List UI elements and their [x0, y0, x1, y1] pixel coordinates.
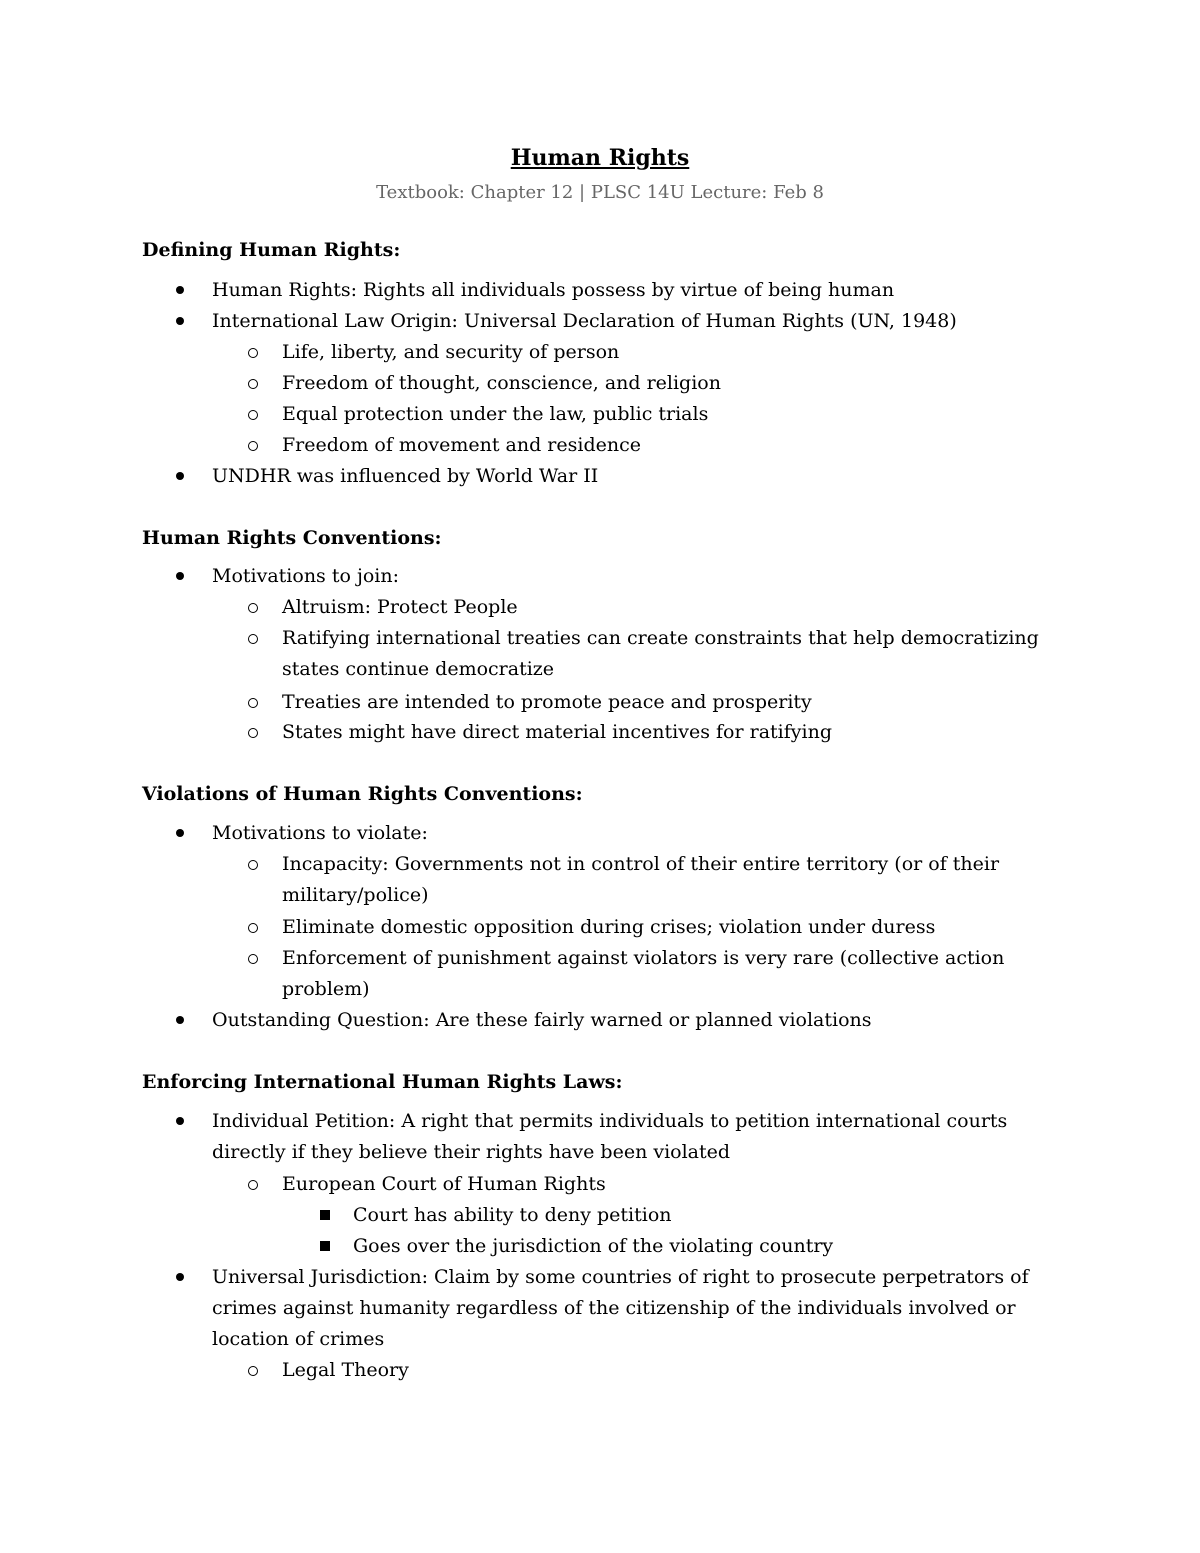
circle-bullet-icon [248, 688, 258, 716]
list-item: International Law Origin: Universal Declaration of Human Rights (UN, 1948) [212, 310, 957, 332]
list-item-continuation: crimes against humanity regardless of the citizenship of the individuals involved or [212, 1297, 1016, 1319]
list-item: Equal protection under the law, public trials [282, 403, 709, 425]
list-item-continuation: directly if they believe their rights have been violated [212, 1141, 731, 1163]
square-bullet-icon [320, 1201, 330, 1229]
list-item: Legal Theory [282, 1359, 409, 1381]
circle-bullet-icon [248, 1356, 258, 1384]
list-item: Treaties are intended to promote peace and prosperity [282, 691, 812, 713]
disc-bullet-icon [176, 276, 184, 304]
document-subtitle: Textbook: Chapter 12 | PLSC 14U Lecture: Feb 8 [376, 182, 824, 203]
list-item: Life, liberty, and security of person [282, 341, 620, 363]
list-item: Eliminate domestic opposition during crises; violation under duress [282, 916, 936, 938]
list-item: Incapacity: Governments not in control of their entire territory (or of their [282, 853, 1000, 875]
list-item-continuation: location of crimes [212, 1328, 385, 1350]
section-heading: Human Rights Conventions: [142, 527, 442, 549]
circle-bullet-icon [248, 944, 258, 972]
list-item: Enforcement of punishment against violators is very rare (collective action [282, 947, 1005, 969]
circle-bullet-icon [248, 624, 258, 652]
list-item: Human Rights: Rights all individuals possess by virtue of being human [212, 279, 895, 301]
section-heading: Enforcing International Human Rights Laws: [142, 1071, 623, 1093]
circle-bullet-icon [248, 1170, 258, 1198]
list-item-continuation: military/police) [282, 884, 429, 906]
disc-bullet-icon [176, 1107, 184, 1135]
circle-bullet-icon [248, 850, 258, 878]
section-heading: Defining Human Rights: [142, 239, 401, 261]
section-heading: Violations of Human Rights Conventions: [142, 783, 583, 805]
list-item-continuation: problem) [282, 978, 370, 1000]
circle-bullet-icon [248, 718, 258, 746]
list-item: European Court of Human Rights [282, 1173, 606, 1195]
disc-bullet-icon [176, 819, 184, 847]
document-title: Human Rights [510, 145, 690, 171]
list-item: Individual Petition: A right that permits individuals to petition international courts [212, 1110, 1008, 1132]
circle-bullet-icon [248, 400, 258, 428]
list-item-continuation: states continue democratize [282, 658, 555, 680]
list-item: Goes over the jurisdiction of the violating country [353, 1235, 834, 1257]
list-item: UNDHR was influenced by World War II [212, 465, 599, 487]
circle-bullet-icon [248, 593, 258, 621]
disc-bullet-icon [176, 1006, 184, 1034]
circle-bullet-icon [248, 431, 258, 459]
list-item: Altruism: Protect People [282, 596, 518, 618]
list-item: Freedom of thought, conscience, and religion [282, 372, 721, 394]
list-item: Court has ability to deny petition [353, 1204, 672, 1226]
list-item: Ratifying international treaties can create constraints that help democratizing [282, 627, 1039, 649]
list-item: Universal Jurisdiction: Claim by some countries of right to prosecute perpetrators of [212, 1266, 1029, 1288]
disc-bullet-icon [176, 307, 184, 335]
square-bullet-icon [320, 1232, 330, 1260]
list-item: Freedom of movement and residence [282, 434, 641, 456]
disc-bullet-icon [176, 1263, 184, 1291]
list-item: Outstanding Question: Are these fairly warned or planned violations [212, 1009, 872, 1031]
disc-bullet-icon [176, 562, 184, 590]
list-item: Motivations to violate: [212, 822, 428, 844]
disc-bullet-icon [176, 462, 184, 490]
circle-bullet-icon [248, 913, 258, 941]
list-item: States might have direct material incentives for ratifying [282, 721, 832, 743]
circle-bullet-icon [248, 369, 258, 397]
list-item: Motivations to join: [212, 565, 400, 587]
circle-bullet-icon [248, 338, 258, 366]
